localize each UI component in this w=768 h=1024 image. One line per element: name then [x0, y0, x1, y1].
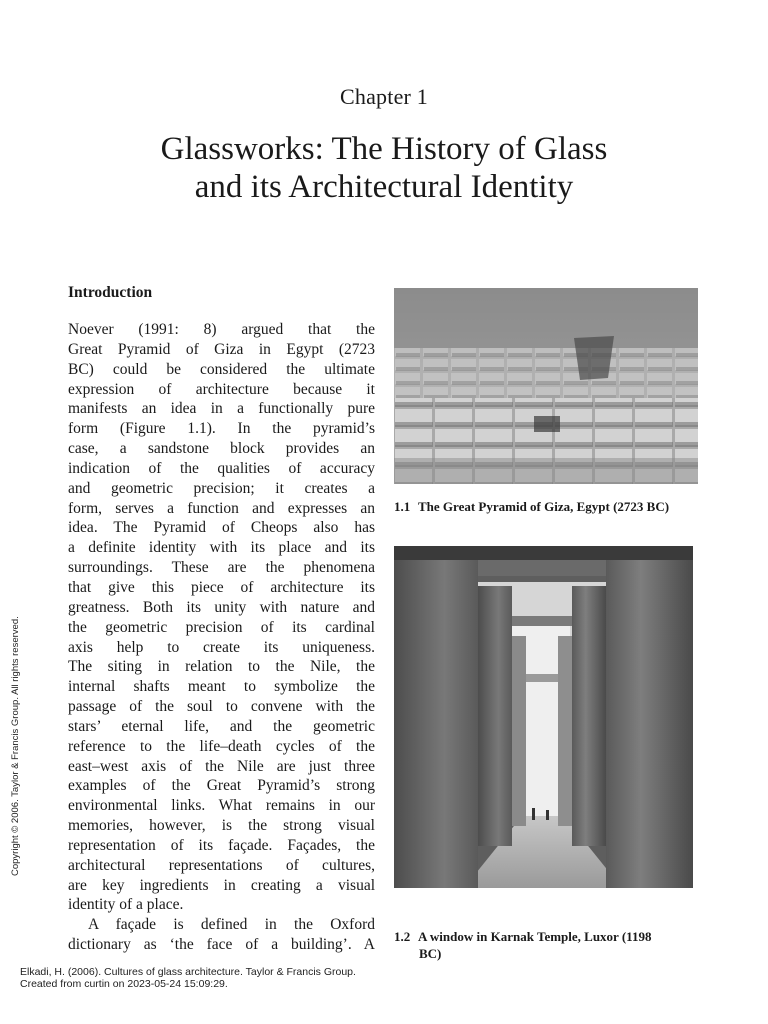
body-line: BC) could be considered the ultimate — [68, 360, 375, 378]
body-line: architectural representations of cultures, — [68, 856, 375, 874]
body-line: stars’ eternal life, and the geometric — [68, 717, 375, 735]
body-line: dictionary as ‘the face of a building’. A — [68, 936, 375, 954]
footer-citation — [20, 966, 356, 990]
body-line: environmental links. What remains in our — [68, 797, 375, 815]
introduction-heading: Introduction — [68, 284, 153, 301]
body-line: A façade is defined in the Oxford — [88, 916, 375, 934]
footer-created-text: Created from curtin on 2023-05-24 15:09:29. — [20, 978, 228, 990]
paragraph-2 — [68, 915, 375, 955]
body-line: are key ingredients in creating a visual — [68, 876, 375, 894]
body-line: form, serves a function and expresses an — [68, 499, 375, 517]
body-line: manifests an idea in a functionally pure — [68, 400, 375, 418]
figure-2-caption-line-1: A window in Karnak Temple, Luxor (1198 — [418, 929, 652, 944]
body-line: greatness. Both its unity with nature and — [68, 598, 375, 616]
body-line: representation of its façade. Façades, the — [68, 836, 375, 854]
body-line: a definite identity with its place and its — [68, 539, 375, 557]
figure-1-caption — [394, 498, 704, 515]
body-line: internal shafts meant to symbolize the — [68, 678, 375, 696]
body-line: expression of architecture because it — [68, 380, 375, 398]
figure-2-caption-line-2: BC) — [419, 946, 442, 961]
body-column — [68, 320, 375, 955]
body-line: surroundings. These are the phenomena — [68, 559, 375, 577]
chapter-title-line-1: Glassworks: The History of Glass — [160, 131, 608, 167]
figure-1-caption-text: The Great Pyramid of Giza, Egypt (2723 BC) — [418, 499, 670, 514]
body-line: the geometric precision of its cardinal — [68, 618, 375, 636]
body-line: passage of the soul to convene with the — [68, 698, 375, 716]
figure-1-number: 1.1 — [394, 499, 411, 514]
body-line: form (Figure 1.1). In the pyramid’s — [68, 420, 375, 438]
body-line: identity of a place. — [68, 896, 184, 914]
body-line: idea. The Pyramid of Cheops also has — [68, 519, 375, 537]
body-line: memories, however, is the strong visual — [68, 817, 375, 835]
figure-2-caption — [394, 928, 704, 962]
body-line: Great Pyramid of Giza in Egypt (2723 — [68, 340, 375, 358]
body-line: reference to the life–death cycles of the — [68, 737, 375, 755]
body-line: Noever (1991: 8) argued that the — [68, 321, 375, 338]
body-line: The siting in relation to the Nile, the — [68, 658, 375, 676]
body-line: indication of the qualities of accuracy — [68, 459, 375, 477]
chapter-label: Chapter 1 — [340, 84, 428, 109]
body-line: and geometric precision; it creates a — [68, 479, 375, 497]
footer-citation-text: Elkadi, H. (2006). Cultures of glass architecture. Taylor & Francis Group. — [20, 966, 356, 978]
body-line: that give this piece of architecture its — [68, 578, 375, 596]
body-line: case, a sandstone block provides an — [68, 440, 375, 458]
copyright-notice: Copyright © 2006. Taylor & Francis Group. All rights reserved. — [10, 616, 21, 876]
body-line: examples of the Great Pyramid’s strong — [68, 777, 375, 795]
figure-pyramid-photo — [394, 288, 698, 484]
paragraph-1 — [68, 320, 375, 915]
body-line: axis help to create its uniqueness. — [68, 638, 375, 656]
figure-karnak-photo — [394, 546, 693, 888]
chapter-title — [84, 130, 684, 206]
body-line: east–west axis of the Nile are just three — [68, 757, 375, 775]
figure-2-number: 1.2 — [394, 929, 411, 944]
chapter-title-line-2: and its Architectural Identity — [194, 169, 574, 205]
